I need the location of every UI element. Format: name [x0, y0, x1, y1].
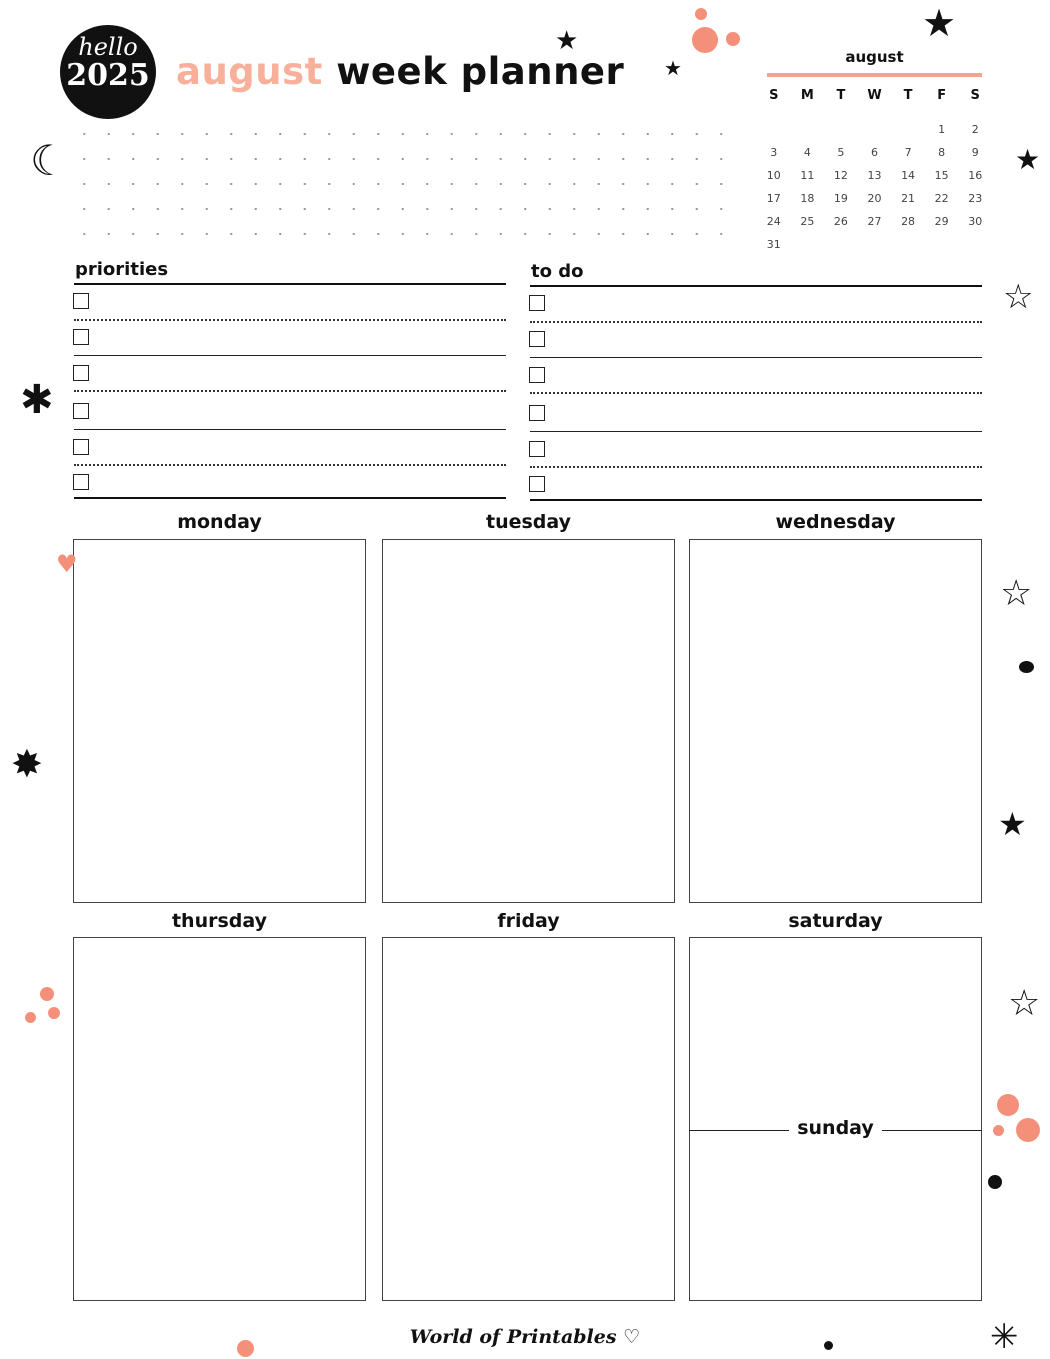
calendar-day	[824, 123, 858, 136]
tuesday-box[interactable]	[382, 539, 675, 903]
star-outline-icon: ☆	[1008, 983, 1041, 1024]
todo-row-line	[530, 392, 982, 394]
star-icon: ★	[922, 1, 957, 45]
priorities-checkbox[interactable]	[73, 403, 89, 419]
calendar-day	[858, 123, 892, 136]
calendar-day[interactable]: 5	[837, 146, 845, 159]
dot-icon	[1016, 1118, 1040, 1142]
calendar-day[interactable]: 16	[968, 169, 983, 182]
calendar-day[interactable]: 21	[901, 192, 916, 205]
priorities-row-line	[74, 319, 506, 321]
calendar-day[interactable]: 12	[833, 169, 848, 182]
asterisk-icon: ✱	[20, 377, 54, 423]
dot-icon	[726, 32, 740, 46]
calendar-day[interactable]: 11	[800, 169, 815, 182]
thursday-label: thursday	[171, 910, 268, 932]
todo-checkbox[interactable]	[529, 331, 545, 347]
star-outline-icon: ☆	[1003, 277, 1034, 317]
calendar-day[interactable]: 6	[870, 146, 878, 159]
saturday-label: saturday	[788, 910, 883, 932]
calendar-day	[757, 123, 791, 136]
calendar-day[interactable]: 31	[766, 238, 781, 251]
dot-icon	[48, 1007, 60, 1019]
calendar-day[interactable]: 9	[971, 146, 979, 159]
todo-checkbox[interactable]	[529, 476, 545, 492]
title-rest: week planner	[336, 50, 625, 93]
calendar-weekday: F	[937, 88, 947, 103]
todo-row-line	[530, 357, 982, 358]
dot-icon	[695, 8, 707, 20]
dot-icon	[692, 27, 718, 53]
star-icon: ★	[998, 805, 1027, 843]
calendar-day[interactable]: 19	[833, 192, 848, 205]
heart-icon: ♥	[56, 550, 78, 578]
wednesday-box[interactable]	[689, 539, 982, 903]
calendar-day[interactable]: 25	[800, 215, 815, 228]
calendar-weekday: S	[970, 88, 980, 103]
todo-header-line	[530, 285, 982, 287]
calendar-weekday: T	[836, 88, 846, 103]
logo-hello: hello	[78, 33, 138, 61]
calendar-day	[891, 123, 925, 136]
calendar-day[interactable]: 23	[968, 192, 983, 205]
calendar-day[interactable]: 27	[867, 215, 882, 228]
todo-row-line	[530, 321, 982, 323]
calendar-day[interactable]: 15	[934, 169, 949, 182]
calendar-weekday: W	[867, 88, 882, 103]
priorities-checkbox[interactable]	[73, 439, 89, 455]
todo-row-line	[530, 431, 982, 432]
sunday-label: sunday	[789, 1117, 882, 1139]
friday-label: friday	[497, 910, 560, 932]
priorities-row-line	[74, 464, 506, 466]
calendar-weekday: T	[903, 88, 913, 103]
blob-icon	[824, 1341, 833, 1350]
tuesday-label: tuesday	[485, 511, 572, 533]
priorities-checkbox[interactable]	[73, 293, 89, 309]
page-title	[176, 50, 624, 93]
calendar-day[interactable]: 13	[867, 169, 882, 182]
calendar-day[interactable]: 17	[766, 192, 781, 205]
wednesday-label: wednesday	[775, 511, 896, 533]
dot-icon	[997, 1094, 1019, 1116]
footer-brand: World of Printables ♡	[409, 1326, 641, 1348]
priorities-checkbox[interactable]	[73, 329, 89, 345]
calendar-day[interactable]: 30	[968, 215, 983, 228]
dot-grid-row	[72, 158, 737, 160]
calendar-month: august	[845, 48, 904, 66]
calendar-weekday: M	[800, 88, 814, 103]
todo-checkbox[interactable]	[529, 367, 545, 383]
calendar-day[interactable]: 20	[867, 192, 882, 205]
mini-calendar	[757, 88, 992, 251]
todo-checkbox[interactable]	[529, 441, 545, 457]
star-icon: ★	[555, 26, 579, 56]
dot-grid-row	[72, 183, 737, 185]
priorities-label: priorities	[75, 259, 169, 280]
priorities-row-line	[74, 390, 506, 392]
calendar-day[interactable]: 18	[800, 192, 815, 205]
calendar-day[interactable]: 7	[904, 146, 912, 159]
priorities-row-line	[74, 355, 506, 356]
priorities-checkbox[interactable]	[73, 474, 89, 490]
priorities-row-line	[74, 429, 506, 430]
friday-box[interactable]	[382, 937, 675, 1301]
calendar-divider	[767, 73, 982, 77]
dot-grid-row	[72, 233, 737, 235]
sparkle-icon: ✳	[990, 1317, 1019, 1357]
calendar-day[interactable]: 29	[934, 215, 949, 228]
calendar-day[interactable]: 14	[901, 169, 916, 182]
calendar-day[interactable]: 4	[803, 146, 811, 159]
star-outline-icon: ☆	[1000, 573, 1033, 614]
calendar-day[interactable]: 3	[770, 146, 778, 159]
monday-label: monday	[177, 511, 262, 533]
dot-icon	[25, 1012, 36, 1023]
moon-icon: ☾	[30, 136, 68, 185]
dot-icon	[237, 1340, 254, 1357]
calendar-day[interactable]: 2	[971, 123, 979, 136]
calendar-day[interactable]: 26	[833, 215, 848, 228]
star-burst-icon: ✸	[11, 742, 43, 786]
todo-row-line	[530, 499, 982, 501]
dot-icon	[40, 987, 54, 1001]
thursday-box[interactable]	[73, 937, 366, 1301]
todo-checkbox[interactable]	[529, 295, 545, 311]
dot-grid-row	[72, 208, 737, 210]
star-icon: ★	[664, 56, 682, 80]
calendar-day[interactable]: 10	[766, 169, 781, 182]
logo-year: 2025	[66, 58, 150, 93]
dot-icon	[993, 1125, 1004, 1136]
calendar-day[interactable]: 1	[938, 123, 946, 136]
calendar-day[interactable]: 22	[934, 192, 949, 205]
calendar-day[interactable]: 8	[938, 146, 946, 159]
dot-grid-row	[72, 133, 737, 135]
calendar-day	[791, 123, 825, 136]
monday-box[interactable]	[73, 539, 366, 903]
todo-row-line	[530, 466, 982, 468]
todo-label: to do	[531, 261, 584, 282]
todo-checkbox[interactable]	[529, 405, 545, 421]
priorities-row-line	[74, 497, 506, 499]
star-icon: ★	[1015, 143, 1041, 176]
priorities-header-line	[74, 283, 506, 285]
title-month: august	[176, 50, 323, 93]
hello-2025-logo	[60, 25, 156, 119]
blob-icon	[988, 1175, 1002, 1189]
calendar-day[interactable]: 24	[766, 215, 781, 228]
blob-icon	[1019, 661, 1034, 673]
calendar-weekday: S	[769, 88, 779, 103]
calendar-day[interactable]: 28	[901, 215, 916, 228]
priorities-checkbox[interactable]	[73, 365, 89, 381]
